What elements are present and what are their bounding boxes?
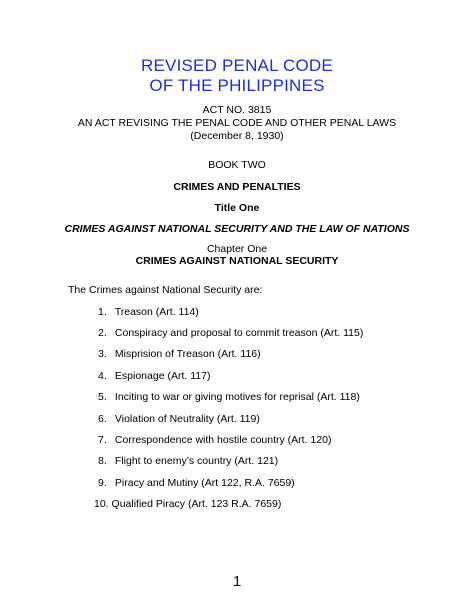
list-item-text: Violation of Neutrality (Art. 119) <box>114 413 260 425</box>
list-item-text: Misprision of Treason (Art. 116) <box>114 348 261 360</box>
title-subject: CRIMES AGAINST NATIONAL SECURITY AND THE LAW OF NATIONS <box>64 223 410 235</box>
list-item <box>98 477 295 489</box>
list-item <box>94 498 281 510</box>
list-item-text: Inciting to war or giving motives for reprisal (Art. 118) <box>114 391 360 403</box>
list-item-text: Conspiracy and proposal to commit treason (Art. 115) <box>114 327 364 339</box>
list-item-number: 10. <box>94 498 109 510</box>
list-item-text: Qualified Piracy (Art. 123 R.A. 7659) <box>111 498 282 510</box>
list-item-number: 4. <box>98 370 107 382</box>
list-item <box>98 306 199 318</box>
list-item-number: 2. <box>98 327 107 339</box>
list-item <box>98 391 360 403</box>
list-item-number: 3. <box>98 348 107 360</box>
act-description: AN ACT REVISING THE PENAL CODE AND OTHER PENAL LAWS <box>77 117 397 129</box>
book-heading: BOOK TWO <box>208 159 266 171</box>
list-item-number: 9. <box>98 477 107 489</box>
chapter-title: CRIMES AGAINST NATIONAL SECURITY <box>135 255 339 267</box>
document-title-line2: OF THE PHILIPPINES <box>149 76 325 95</box>
list-item <box>98 434 331 446</box>
chapter-heading: Chapter One <box>206 243 268 255</box>
list-item-number: 5. <box>98 391 107 403</box>
list-item <box>98 348 261 360</box>
list-item <box>98 327 363 339</box>
list-item-text: Piracy and Mutiny (Art 122, R.A. 7659) <box>114 477 295 489</box>
list-item <box>98 455 278 467</box>
list-item <box>98 413 260 425</box>
document-title-line1: REVISED PENAL CODE <box>141 56 333 75</box>
book-title: CRIMES AND PENALTIES <box>173 181 301 193</box>
list-item <box>98 370 210 382</box>
list-item-number: 7. <box>98 434 107 446</box>
list-item-text: Flight to enemy’s country (Art. 121) <box>114 455 279 467</box>
list-item-number: 6. <box>98 413 107 425</box>
act-date: (December 8, 1930) <box>190 130 284 142</box>
page-number: 1 <box>232 573 242 590</box>
act-number: ACT NO. 3815 <box>202 104 272 116</box>
list-item-text: Correspondence with hostile country (Art. 120) <box>114 434 332 446</box>
list-item-number: 8. <box>98 455 107 467</box>
list-item-number: 1. <box>98 306 107 318</box>
title-heading: Title One <box>214 202 260 214</box>
crimes-intro: The Crimes against National Security are: <box>68 284 263 296</box>
list-item-text: Treason (Art. 114) <box>114 306 199 318</box>
list-item-text: Espionage (Art. 117) <box>114 370 211 382</box>
